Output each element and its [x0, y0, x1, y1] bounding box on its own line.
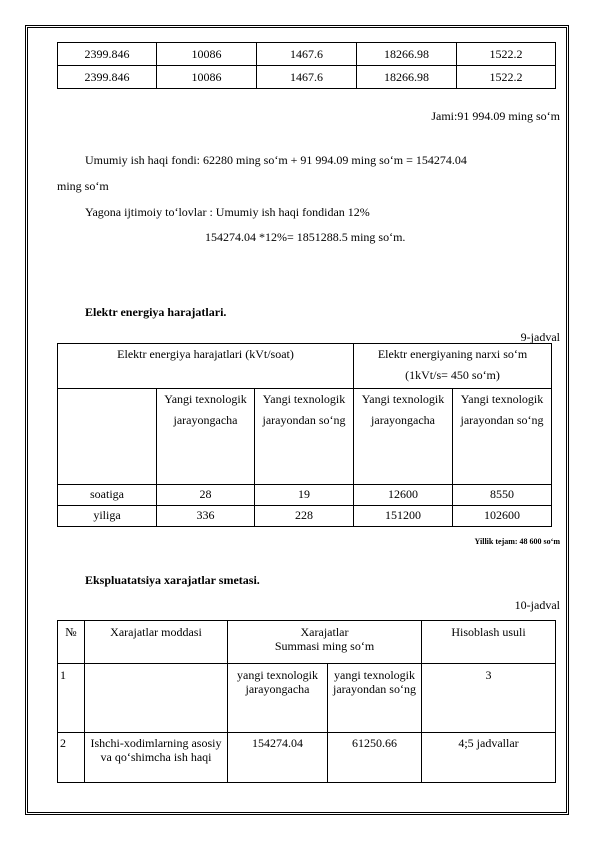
header-cell: Xarajatlar moddasi: [85, 621, 228, 664]
table-cell: 19: [255, 485, 354, 506]
table-cell: 18266.98: [357, 66, 457, 89]
header-label: Xarajatlar: [300, 625, 349, 639]
table-header-row: [58, 621, 556, 664]
header-cell: Yangi texnologik jarayondan so‘ng: [453, 389, 552, 485]
header-label: Elektr energiyaning narxi so‘m: [377, 347, 528, 361]
table-cell: 2: [58, 733, 85, 783]
table-header-row: [58, 344, 552, 389]
header-cell: [354, 344, 552, 389]
header-cell: [58, 389, 157, 485]
table-row: [58, 66, 556, 89]
operating-costs-table: [57, 620, 556, 783]
electricity-costs-table: [57, 343, 552, 527]
table-row: [58, 506, 552, 527]
table-label: 9-jadval: [520, 330, 560, 344]
total-line: Jami:91 994.09 ming so‘m: [431, 109, 560, 123]
header-cell: [228, 621, 422, 664]
fund-line-continued: ming so‘m: [57, 179, 109, 193]
fund-line: Umumiy ish haqi fondi: 62280 ming so‘m + 91 994.09 ming so‘m = 154274.04: [85, 153, 467, 167]
table-cell: 10086: [157, 66, 257, 89]
header-cell: [58, 344, 354, 389]
table-cell: 61250.66: [328, 733, 422, 783]
table-row: [58, 664, 556, 733]
table-cell: 1522.2: [457, 43, 556, 66]
table-cell: 1522.2: [457, 66, 556, 89]
header-cell: Hisoblash usuli: [422, 621, 556, 664]
table-cell: 151200: [354, 506, 453, 527]
table-cell: 2399.846: [58, 66, 157, 89]
header-label: Elektr energiya harajatlari (kVt/soat): [117, 347, 294, 361]
social-payments-calc: 154274.04 *12%= 1851288.5 ming so‘m.: [205, 230, 406, 244]
table-cell: 1: [58, 664, 85, 733]
table-cell: 3: [422, 664, 556, 733]
table-cell: 18266.98: [357, 43, 457, 66]
section-heading-operating-costs: Ekspluatatsiya xarajatlar smetasi.: [85, 573, 260, 587]
row-label: yiliga: [58, 506, 157, 527]
table-cell: 4;5 jadvallar: [422, 733, 556, 783]
table-subheader-row: [58, 389, 552, 485]
table-cell: 28: [157, 485, 255, 506]
table-cell: 336: [157, 506, 255, 527]
table-cell: 8550: [453, 485, 552, 506]
header-label: (1kVt/s= 450 so‘m): [405, 368, 500, 382]
table-cell: Ishchi-xodimlarning asosiy va qo‘shimcha ish haqi: [85, 733, 228, 783]
table-cell: 2399.846: [58, 43, 157, 66]
table-cell: yangi texnologik jarayongacha: [228, 664, 328, 733]
salary-summary-table: [57, 42, 556, 89]
table-cell: yangi texnologik jarayondan so‘ng: [328, 664, 422, 733]
table-cell: [85, 664, 228, 733]
header-cell: Yangi texnologik jarayongacha: [157, 389, 255, 485]
header-cell: Yangi texnologik jarayondan so‘ng: [255, 389, 354, 485]
table-cell: 12600: [354, 485, 453, 506]
table-cell: 154274.04: [228, 733, 328, 783]
annual-savings-note: Yillik tejam: 48 600 so‘m: [474, 537, 560, 546]
table-cell: 1467.6: [257, 43, 357, 66]
table-cell: 102600: [453, 506, 552, 527]
social-payments-line: Yagona ijtimoiy to‘lovlar : Umumiy ish haqi fondidan 12%: [85, 205, 370, 219]
table-row: [58, 733, 556, 783]
table-cell: 1467.6: [257, 66, 357, 89]
header-label: Summasi ming so‘m: [274, 639, 375, 653]
table-label: 10-jadval: [514, 598, 560, 612]
table-cell: 10086: [157, 43, 257, 66]
table-row: [58, 485, 552, 506]
header-cell: №: [58, 621, 85, 664]
row-label: soatiga: [58, 485, 157, 506]
table-row: [58, 43, 556, 66]
header-cell: Yangi texnologik jarayongacha: [354, 389, 453, 485]
section-heading-electricity: Elektr energiya harajatlari.: [85, 305, 227, 319]
table-cell: 228: [255, 506, 354, 527]
